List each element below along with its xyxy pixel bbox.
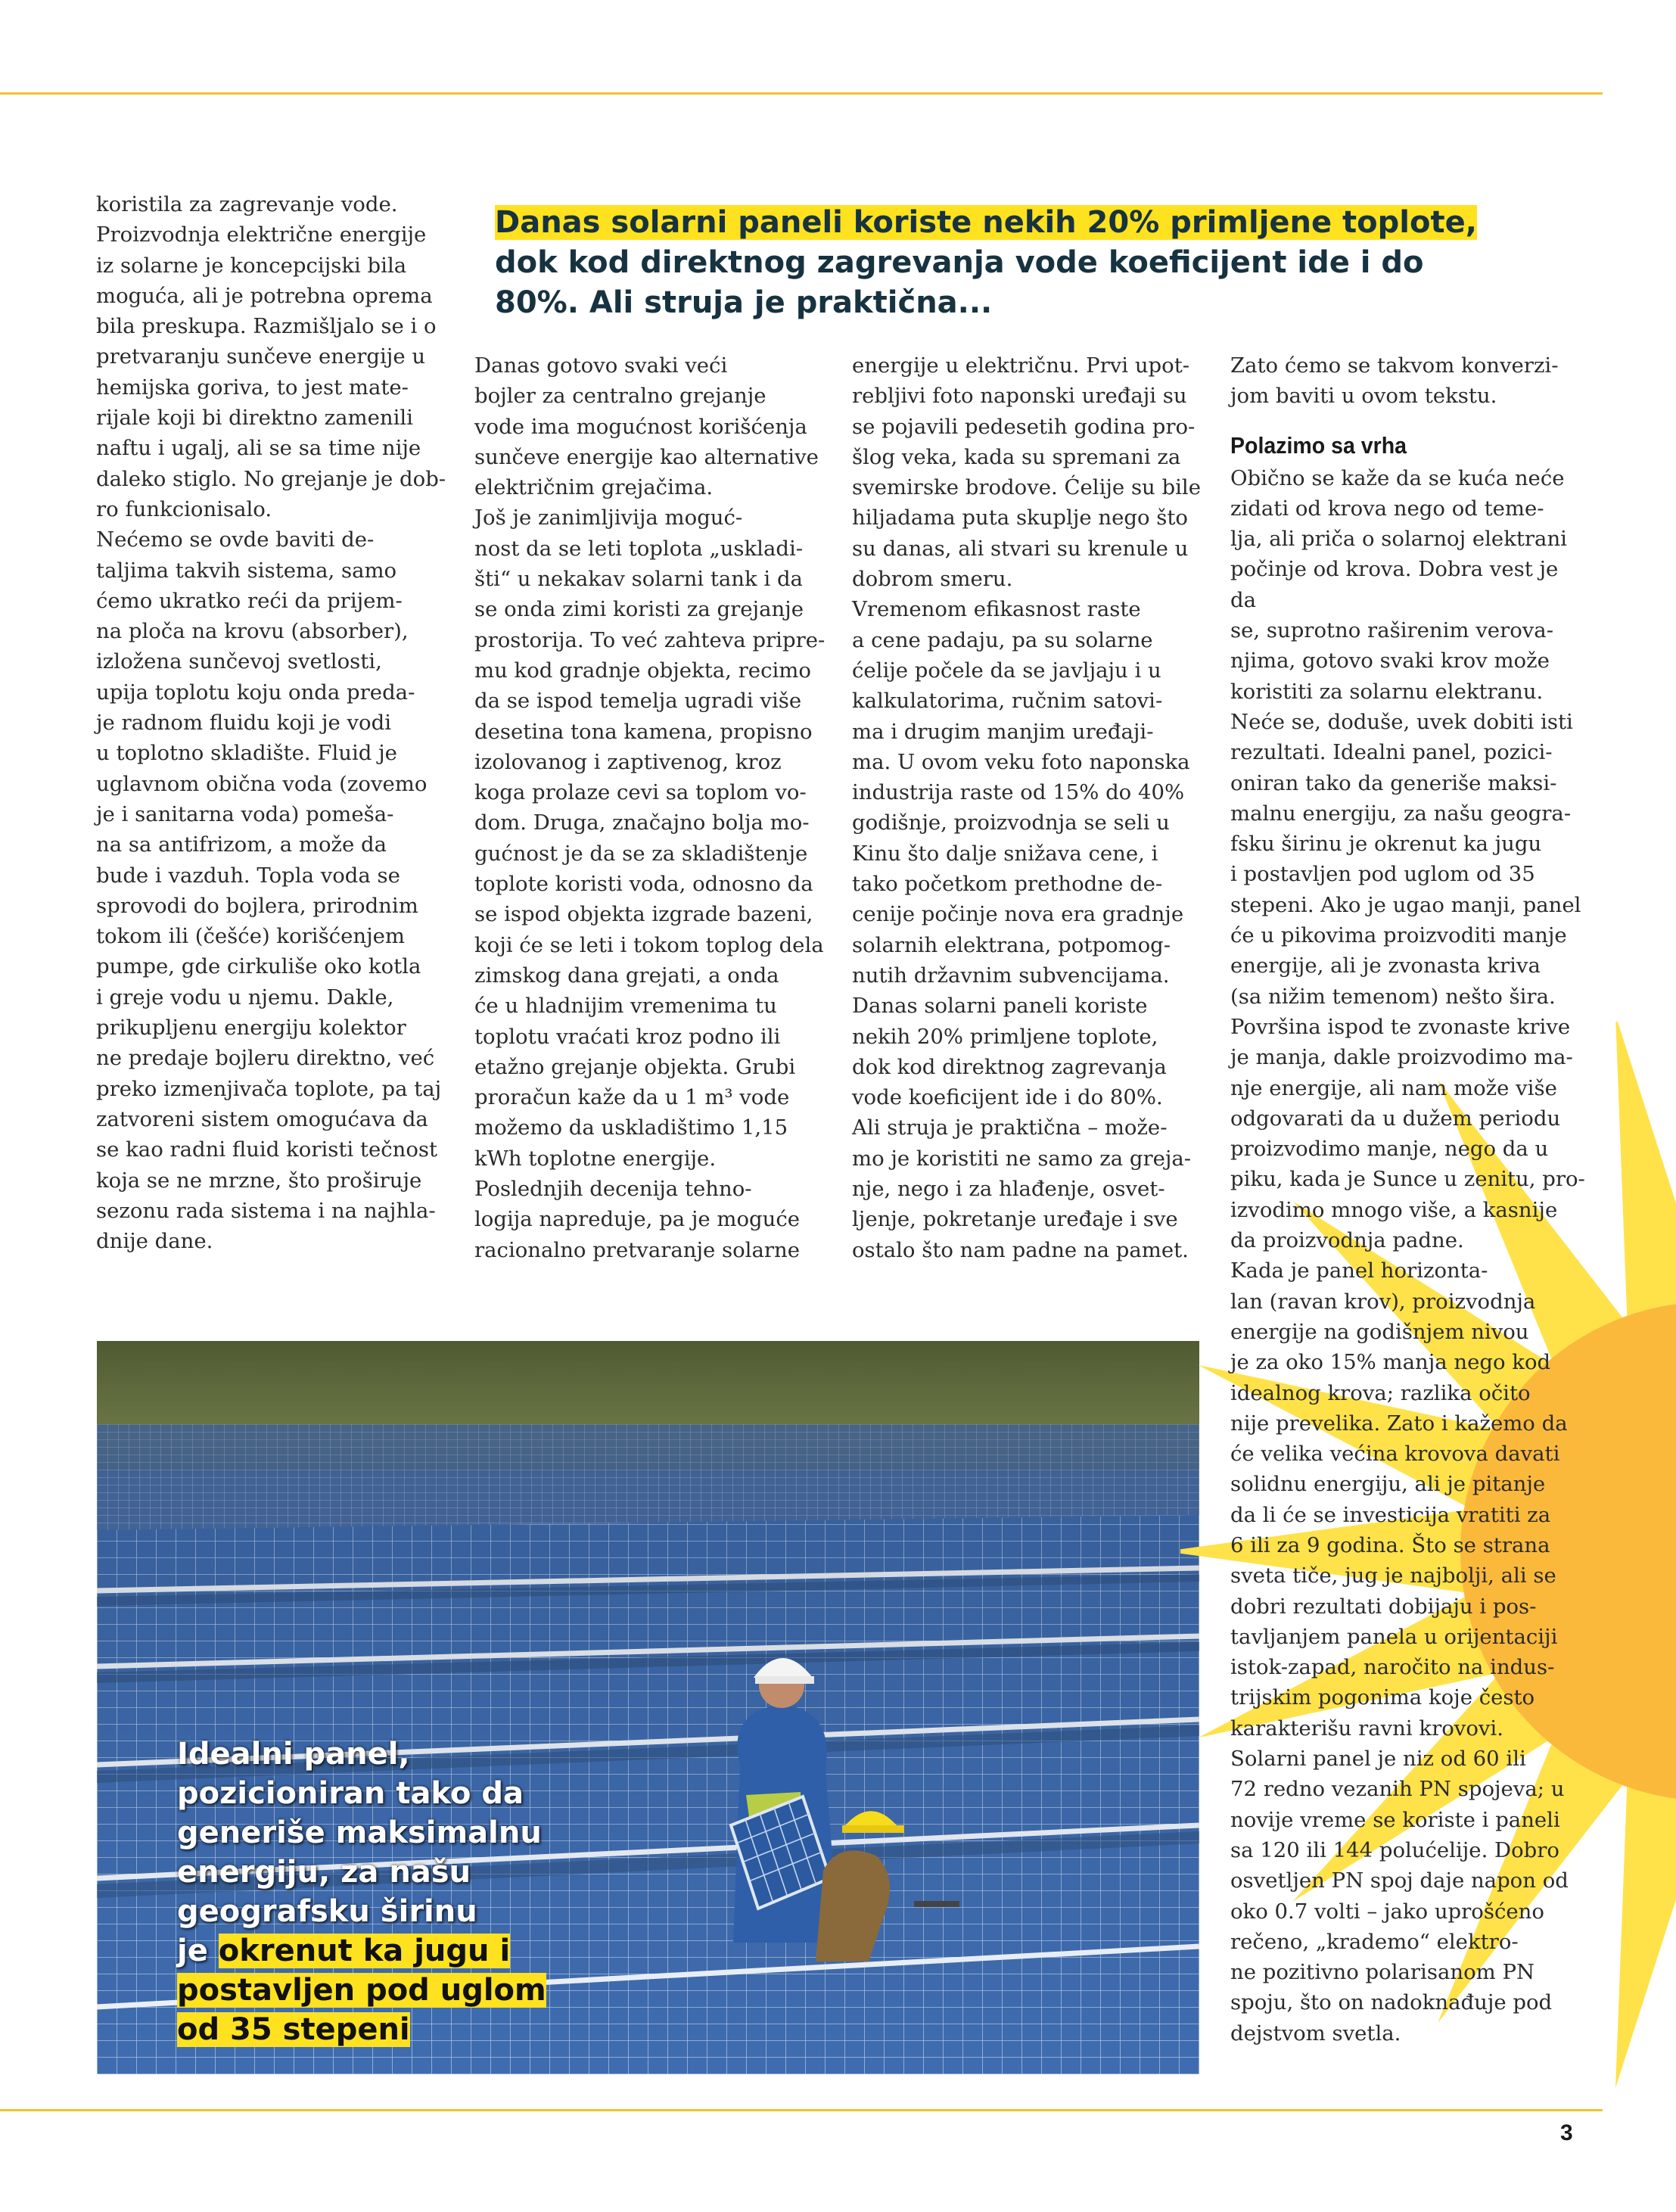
article-column-1: koristila za zagrevanje vode. Proizvodnja električne energije iz solarne je koncepcijski bila moguća, ali je potrebna oprema bila preskupa. Razmišljalo se i o pretvaranju sunčeve energije u hemijska goriva, to jest mate- rijale koji bi direktno zamenili naftu i ugalj, ali se sa time nije daleko stiglo. No grejanje je dob- ro funkcionisalo. Nećemo se ovde baviti de- taljima takvih sistema, samo ćemo ukratko reći da prijem- na ploča na krovu (absorber), izložena sunčevoj svetlosti, upija toplotu koju onda preda- je radnom fluidu koji je vodi u toplotno skladište. Fluid je uglavnom obična voda (zovemo je i sanitarna voda) pomeša- na sa antifrizom, a može da bude i vazduh. Topla voda se sprovodi do bojlera, prirodnim tokom ili (češće) korišćenjem pumpe, gde cirkuliše oko kotla i greje vodu u njemu. Dakle, prikupljenu energiju kolektor ne predaje bojleru direktno, već preko izmenjivača toplote, pa taj zatvoreni sistem omogućava da se kao radni fluid koristi tečnost koja se ne mrzne, što proširuje sezonu rada sistema i na najhla- dnije dane.: [96, 192, 446, 1254]
column-4-body: Obično se kaže da se kuća neće zidati od krova nego od teme- lja, ali priča o solarnoj elektrani počinje od krova. Dobra vest je da se, suprotno raširenim verova- njima, gotovo svaki krov može koristiti za solarnu elektranu. Neće se, doduše, uvek dobiti isti rezultati. Idealni panel, pozici- oniran tako da generiše maksi- malnu energiju, za našu geogra- fsku širinu je okrenut ka jugu i postavljen pod uglom od 35 stepeni. Ako je ugao manji, panel će u pikovima proizvoditi manje energije, ali je zvonasta kriva (sa nižim temenom) nešto šira. Površina ispod te zvonaste krive je manja, dakle proizvodimo ma- nje energije, ali nam može više odgovarati da u dužem periodu proizvodimo manje, nego da u piku, kada je Sunce u zenitu, pro- izvodimo mnogo više, a kasnije da proizvodnja padne. Kada je panel horizonta- lan (ravan krov), proizvodnja energije na godišnjem nivou je za oko 15% manja nego kod idealnog krova; razlika očito nije prevelika. Zato i kažemo da će velika većina krovova davati solidnu energiju, ali je pitanje da li će se investicija vratiti za 6 ili za 9 godina. Što se strana sveta tiče, jug je najbolji, ali se dobri rezultati dobijaju i pos- tavljanjem panela u orijentaciji istok-zapad, naročito na indus- trijskim pogonima koje često karakterišu ravni krovovi. Solarni panel je niz od 60 ili 72 redno vezanih PN spojeva; u novije vreme se koriste i paneli sa 120 ili 144 polućelije. Dobro osvetljen PN spoj daje napon od oko 0.7 volti – jako uprošćeno rečeno, „krademo“ elektro- ne pozitivno polarisanom PN spoju, što on nadoknađuje pod dejstvom svetla.: [1230, 465, 1585, 2046]
article-column-2: Danas gotovo svaki veći bojler za centralno grejanje vode ima mogućnost korišćenja sunčeve energije kao alternative električnim grejačima. Još je zanimljivija moguć- nost da se leti toplota „uskladi- šti“ u nekakav solarni tank i da se onda zimi koristi za grejanje prostorija. To već zahteva pripre- mu kod gradnje objekta, recimo da se ispod temelja ugradi više desetina tona kamena, propisno izolovanog i zaptivenog, kroz koga prolaze cevi sa toplom vo- dom. Druga, značajno bolja mo- gućnost je da se za skladištenje toplote koristi voda, odnosno da se ispod objekta izgrade bazeni, koji će se leti i tokom toplog dela zimskog dana grejati, a onda će u hladnijim vremenima tu toplotu vraćati kroz podno ili etažno grejanje objekta. Grubi proračun kaže da u 1 m³ vode možemo da uskladištimo 1,15 kWh toplotne energije. Poslednjih decenija tehno- logija napreduje, pa je moguće racionalno pretvaranje solarne: [474, 353, 826, 1262]
column-4-intro: Zato ćemo se takvom konverzi- jom baviti u ovom tekstu.: [1230, 353, 1559, 409]
article-column-3: energije u električnu. Prvi upot- rebljivi foto naponski uređaji su se pojavili pedesetih godina pro- šlog veka, kada su spremani za svemirske brodove. Ćelije su bile hiljadama puta skuplje nego što su danas, ali stvari su krenule u dobrom smeru. Vremenom efikasnost raste a cene padaju, pa su solarne ćelije počele da se javljaju i u kalkulatorima, ručnim satovi- ma i drugim manjim uređaji- ma. U ovom veku foto naponska industrija raste od 15% do 40% godišnje, proizvodnja se seli u Kinu što dalje snižava cene, i tako početkom prethodne de- cenije počinje nova era gradnje solarnih elektrana, potpomog- nutih državnim subvencijama. Danas solarni paneli koriste nekih 20% primljene toplote, dok kod direktnog zagrevanja vode koeficijent ide i do 80%. Ali struja je praktična – može- mo je koristiti ne samo za greja- nje, nego i za hlađenje, osvet- ljenje, pokretanje uređaje i sve ostalo što nam padne na pamet.: [852, 353, 1201, 1262]
page-number: 3: [1560, 2120, 1573, 2145]
pull-quote-rest: dok kod direktnog zagrevanja vode koeficijent ide i do 80%. Ali struja je praktična...: [495, 245, 1424, 320]
photo-caption: [177, 1734, 631, 2049]
solar-farm-photo: [97, 1341, 1199, 2074]
top-accent-rule: [0, 92, 1603, 95]
article-column-4: [1230, 350, 1586, 2049]
section-heading: Polazimo sa vrha: [1230, 431, 1407, 459]
pull-quote-highlight: Danas solarni paneli koriste nekih 20% primljene toplote,: [495, 205, 1477, 240]
caption-highlight: okrenut ka jugu i postavljen pod uglom od 35 stepeni: [177, 1934, 546, 2047]
pull-quote: [495, 203, 1516, 323]
caption-plain: Idealni panel, pozicioniran tako da generiše maksimalnu energiju, za našu geografsku širinu je: [177, 1737, 542, 1968]
